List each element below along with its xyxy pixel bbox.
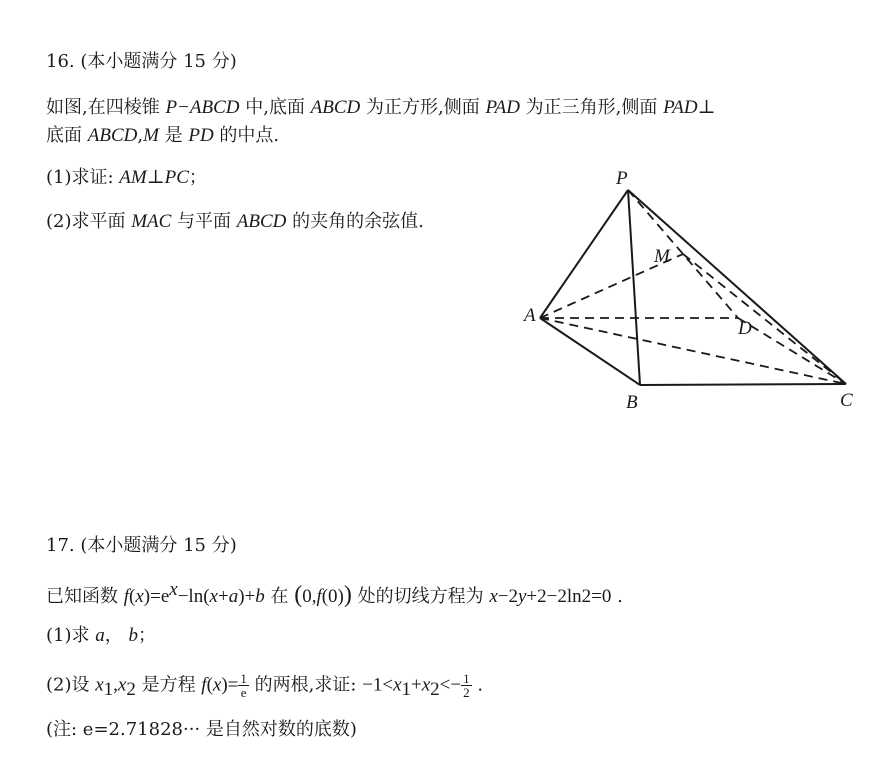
text: 是方程	[135, 674, 202, 696]
edge-pb	[628, 190, 640, 385]
label-d: D	[738, 318, 752, 339]
edge-pc	[628, 190, 846, 384]
text: 是	[158, 125, 189, 146]
text: ，	[104, 625, 129, 646]
perp-expr: AM⊥PC	[119, 167, 189, 188]
var-a: a	[228, 586, 239, 607]
segment-ac	[540, 318, 846, 384]
point-name: M	[143, 125, 159, 146]
label-p: P	[616, 168, 628, 189]
edge-bc	[640, 384, 846, 385]
var-x: x	[421, 674, 431, 696]
q17-header: 17. (本小题满分 15 分)	[46, 535, 237, 556]
text: ；	[188, 167, 207, 188]
text: 的两根,求证:	[248, 674, 363, 696]
math: −ln(	[177, 586, 210, 607]
pyramid-name: P−ABCD	[165, 97, 240, 118]
paren: )	[343, 582, 352, 608]
q17-part1	[46, 624, 156, 648]
plane-name: MAC	[131, 211, 172, 232]
face-name: PAD	[663, 97, 698, 118]
denominator: 2	[463, 685, 470, 700]
var-x: x	[212, 674, 222, 696]
math: +2−2ln2=0	[526, 586, 612, 607]
fraction-1-over-2	[461, 672, 472, 699]
label-b: B	[626, 392, 638, 413]
text: 为正三角形,侧面	[519, 97, 664, 118]
math: ,	[113, 674, 118, 696]
var-y: y	[517, 586, 527, 607]
text: .	[471, 674, 484, 696]
q16-header: 16. (本小题满分 15 分)	[46, 51, 237, 72]
fraction-1-over-e	[238, 672, 249, 699]
text: (1)求证:	[46, 167, 120, 188]
subscript: 2	[126, 679, 136, 701]
math: =	[227, 674, 239, 696]
math: )+	[238, 586, 256, 607]
q17-stem: 已知函数 $f(x)=e^x-\ln(x+a)+b$ 在 (0,f(0)) 处的切线方程为 x−2y+2−2ln2=0 .	[46, 579, 623, 608]
plane-name: ABCD	[236, 211, 287, 232]
func-f: f	[316, 586, 322, 607]
math: +	[411, 674, 422, 696]
segment-mc	[683, 254, 846, 384]
base-name: ABCD	[310, 97, 361, 118]
math: 0,	[302, 586, 317, 607]
q17-part2: (2)设 $x_1,x_2$ 是方程 f(x)= $\frac{1}{e}$ 的两根,求证: $-1<x_1+x_2<-$ $\frac{1}{2}$ .	[46, 671, 484, 701]
subscript: 1	[401, 679, 411, 701]
text: 在	[264, 586, 295, 607]
var-b: b	[128, 625, 138, 646]
math: <−	[439, 674, 462, 696]
var-a: a	[95, 625, 105, 646]
text: (1)求	[46, 625, 96, 646]
math: −2	[497, 586, 518, 607]
text: 与平面	[171, 211, 237, 232]
var-x: x	[135, 586, 144, 607]
math: (0)	[321, 586, 344, 607]
numerator: 1	[463, 671, 470, 686]
exponent: x	[169, 579, 178, 600]
subscript: 2	[430, 679, 440, 701]
var-x: x	[209, 586, 218, 607]
var-b: b	[255, 586, 265, 607]
var-x: x	[117, 674, 127, 696]
text: 为正方形,侧面	[360, 97, 486, 118]
base-name: ABCD	[87, 125, 138, 146]
func-f: f	[201, 674, 207, 696]
denominator: e	[240, 685, 247, 700]
text: 的夹角的余弦值.	[286, 211, 424, 232]
math: −1<	[362, 674, 394, 696]
segment-name: PD	[188, 125, 214, 146]
text: .	[611, 586, 623, 607]
text: 如图,在四棱锥	[46, 97, 166, 118]
text: 已知函数	[46, 586, 124, 607]
math: +	[217, 586, 229, 607]
numerator: 1	[240, 671, 247, 686]
math: =e	[150, 586, 170, 607]
label-m: M	[654, 246, 670, 267]
text: 的中点.	[213, 125, 280, 146]
text: (2)设	[46, 674, 96, 696]
label-c: C	[840, 390, 853, 411]
var-x: x	[95, 674, 104, 696]
func-f: f	[123, 586, 130, 607]
edge-dc-hidden	[738, 318, 846, 384]
text: (2)求平面	[46, 211, 132, 232]
var-x: x	[393, 674, 402, 696]
q17-note: (注: e=2.71828··· 是自然对数的底数)	[46, 719, 357, 740]
perp-symbol: ⊥	[697, 97, 716, 118]
text: 中,底面	[239, 97, 311, 118]
subscript: 1	[103, 679, 114, 701]
text: 底面	[46, 125, 88, 146]
paren: (	[294, 582, 303, 608]
text: ,	[137, 125, 144, 146]
face-name: PAD	[485, 97, 520, 118]
var-x: x	[489, 586, 498, 607]
label-a: A	[524, 305, 536, 326]
text: 处的切线方程为	[351, 586, 490, 607]
text: ；	[137, 625, 156, 646]
